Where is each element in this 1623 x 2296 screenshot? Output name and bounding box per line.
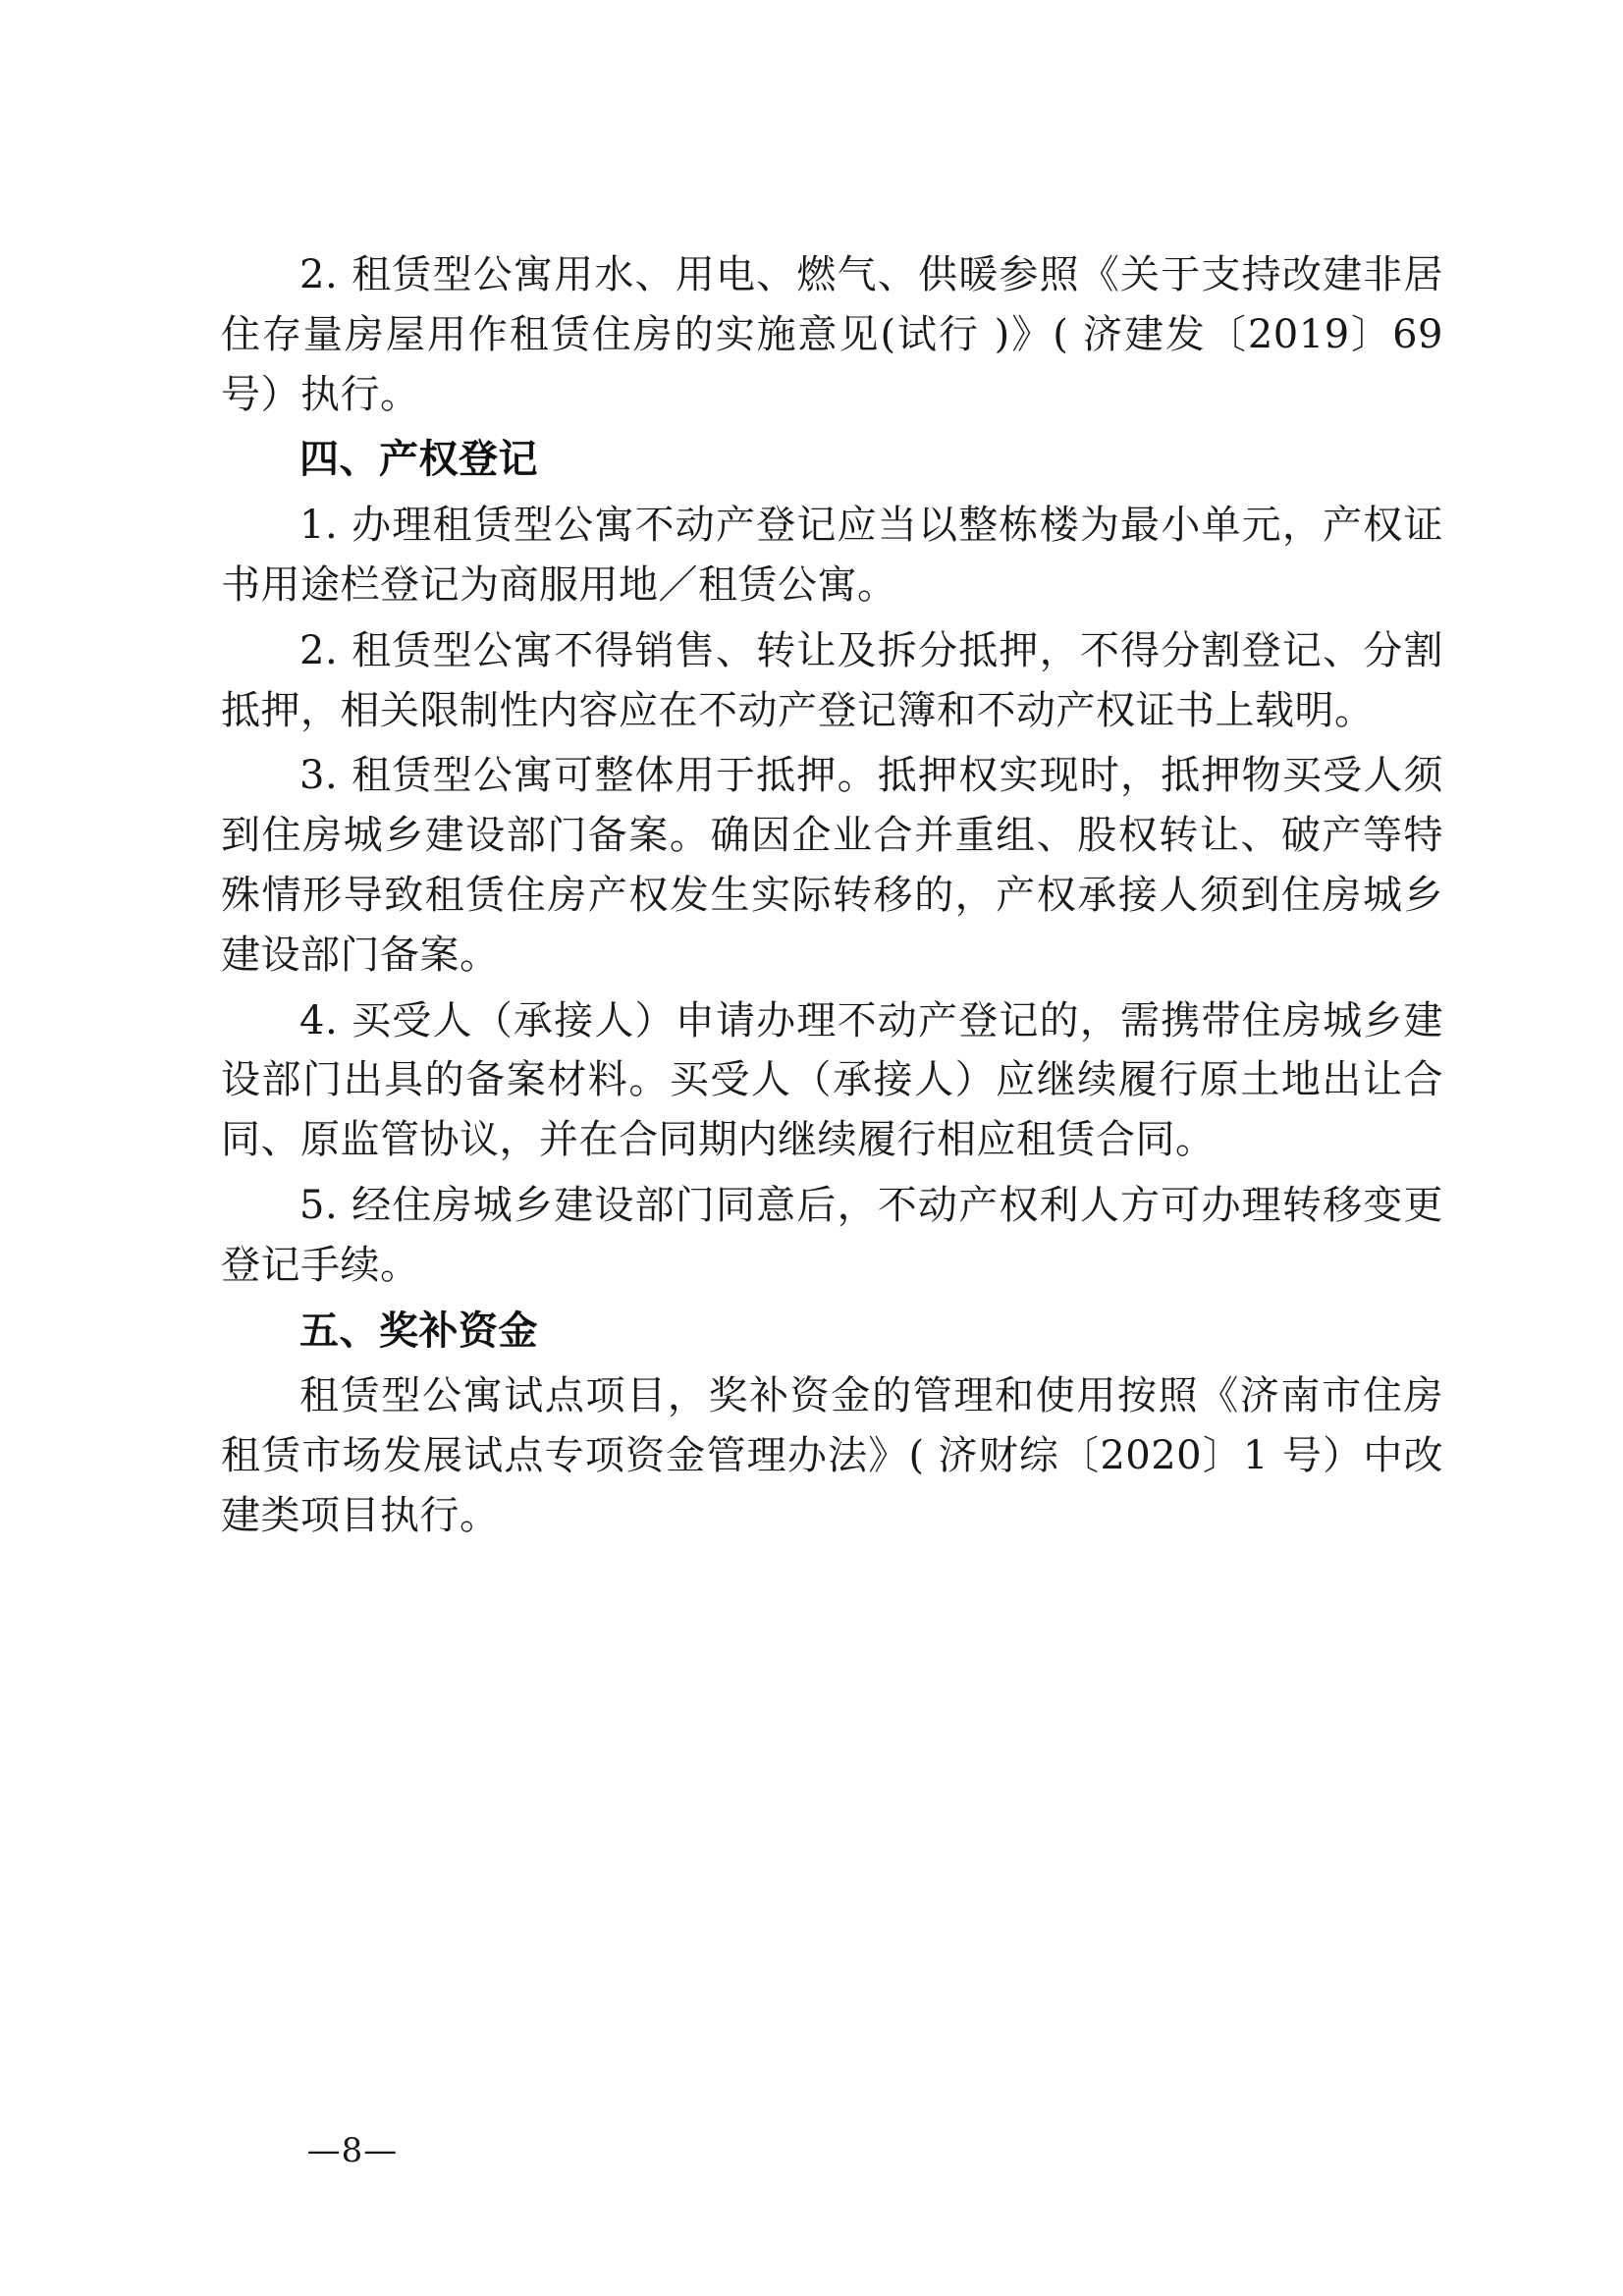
section-heading-subsidy-funds: 五、奖补资金 [299,1308,538,1354]
paragraph-subsidy-funds: 租赁型公寓试点项目，奖补资金的管理和使用按照《济南市住房租赁市场发展试点专项资金管理办法》( 济财综〔2020〕1 号）中改建类项目执行。 [221,1373,1443,1538]
page-footer [0,2131,1623,2170]
page-number: —8— [306,2131,399,2170]
paragraph-registration-item-5: 5. 经住房城乡建设部门同意后，不动产权利人方可办理转移变更登记手续。 [221,1182,1443,1288]
section-heading-property-registration: 四、产权登记 [299,437,538,483]
paragraph-registration-item-4: 4. 买受人（承接人）申请办理不动产登记的，需携带住房城乡建设部门出具的备案材料。买受人（承接人）应继续履行原土地出让合同、原监管协议，并在合同期内继续履行相应租赁合同。 [221,997,1443,1163]
paragraph-registration-item-2: 2. 租赁型公寓不得销售、转让及拆分抵押，不得分割登记、分割抵押，相关限制性内容应在不动产登记簿和不动产权证书上载明。 [221,627,1443,733]
paragraph-registration-item-3: 3. 租赁型公寓可整体用于抵押。抵押权实现时，抵押物买受人须到住房城乡建设部门备案。确因企业合并重组、股权转让、破产等特殊情形导致租赁住房产权发生实际转移的，产权承接人须到住房城乡建设部门备案。 [221,753,1443,978]
paragraph-water-utilities: 2. 租赁型公寓用水、用电、燃气、供暖参照《关于支持改建非居住存量房屋用作租赁住房的实施意见(试行 )》( 济建发〔2019〕69 号）执行。 [221,252,1443,417]
document-body [221,245,1443,1546]
paragraph-registration-item-1: 1. 办理租赁型公寓不动产登记应当以整栋楼为最小单元，产权证书用途栏登记为商服用地／租赁公寓。 [221,503,1443,608]
